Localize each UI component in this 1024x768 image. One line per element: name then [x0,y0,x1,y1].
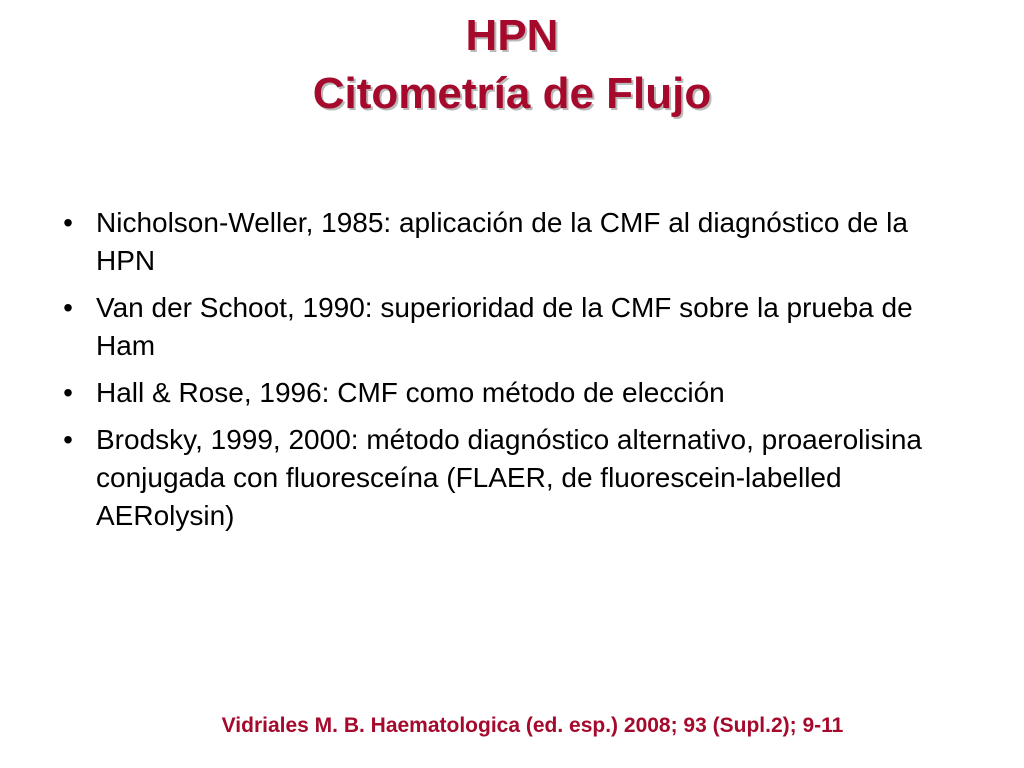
bullet-item [58,421,958,535]
citation: Vidriales M. B. Haematologica (ed. esp.) 2008; 93 (Supl.2); 9-11 [221,714,844,737]
bullet-item [58,289,958,365]
bullet-item [58,204,958,280]
bullet-text: Brodsky, 1999, 2000: método diagnóstico alternativo, proaerolisina conjugada con fluoresceína (FLAER, de fluorescein-labelled AERolysin) [96,424,922,531]
bullet-text: Van der Schoot, 1990: superioridad de la CMF sobre la prueba de Ham [96,292,913,361]
bullet-marker: • [63,424,73,455]
bullet-item [58,374,958,412]
bullet-text: Hall & Rose, 1996: CMF como método de elección [96,377,725,408]
slide-title: HPN [465,11,559,60]
bullet-marker: • [63,207,73,238]
slide-subtitle: Citometría de Flujo [312,69,712,118]
bullet-text: Nicholson-Weller, 1985: aplicación de la CMF al diagnóstico de la HPN [96,207,908,276]
bullet-marker: • [63,292,73,323]
bullet-marker: • [63,377,73,408]
title-block [0,0,1024,120]
bullet-list [58,204,958,544]
